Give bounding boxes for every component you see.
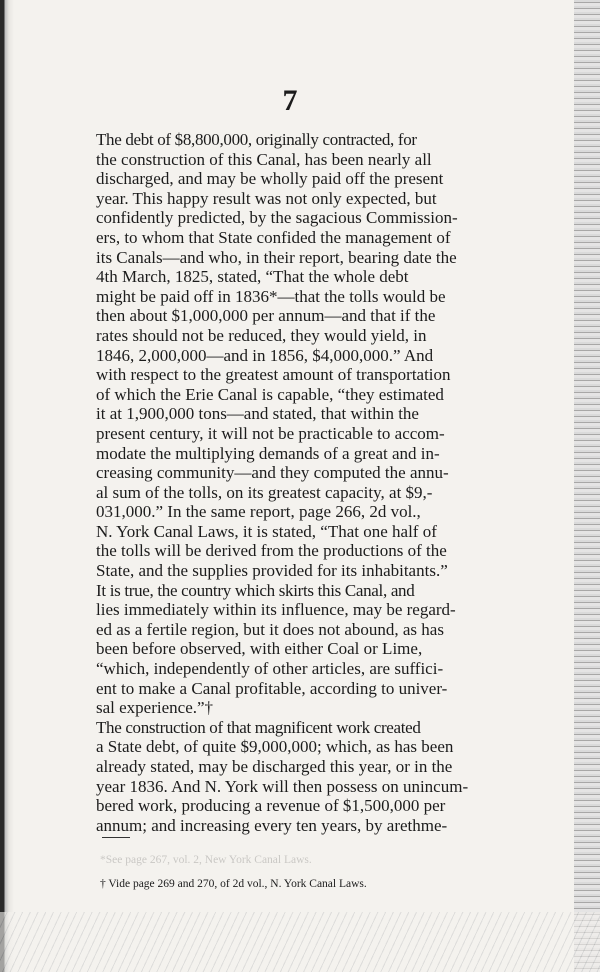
footnotes — [100, 848, 500, 896]
body-text — [80, 130, 500, 835]
paragraph-2: It is true, the country which skirts this Canal, and lies immediately within its influence, may be regard- ed as a fertile region, but it does not abound, as has been before observed, with either Coal or Lime, “which, independently of other articles, are suffici- ent to make a Canal profitable, according to univer- sal experience.”† — [96, 580, 456, 718]
footnote-asterisk: *See page 267, vol. 2, New York Canal Laws. — [100, 854, 312, 866]
page-bottom-texture — [0, 912, 600, 972]
paragraph-3: The construction of that magnificent work created a State debt, of quite $9,000,000; which, as has been already stated, may be discharged this year, or in the year 1836. And N. York will then possess on unincum- bered work, producing a revenue of $1,500,000 per annum; and increasing every ten years, by arethme- — [96, 717, 469, 835]
paragraph-1: The debt of $8,800,000, originally contracted, for the construction of this Canal, has been nearly all discharged, and may be wholly paid off the present year. This happy result was not only expected, but confidently predicted, by the sagacious Commission- ers, to whom that State confided the management of its Canals—and who, in their report, bearing date the 4th March, 1825, stated, “That the whole debt might be paid off in 1836*—that the tolls would be then about $1,000,000 per annum—and that if the rates should not be reduced, they would yield, in 1846, 2,000,000—and in 1856, $4,000,000.” And with respect to the greatest amount of transportation of which the Erie Canal is capable, “they estimated it at 1,900,000 tons—and stated, that within the present century, it will not be practicable to accom- modate the multiplying demands of a great and in- creasing community—and they computed the annu- al sum of the tolls, on its greatest capacity, at $9,- 031,000.” In the same report, page 266, 2d vol., N. York Canal Laws, it is stated, “That one half of the tolls will be derived from the productions of the State, and the supplies provided for its inhabitants.” — [96, 130, 458, 581]
footnote-rule — [102, 837, 130, 838]
footnote-dagger: † Vide page 269 and 270, of 2d vol., N. York Canal Laws. — [100, 878, 367, 890]
page-binding-shadow — [0, 0, 14, 972]
page-edge-stack — [574, 0, 600, 972]
page-number: 7 — [282, 84, 298, 117]
